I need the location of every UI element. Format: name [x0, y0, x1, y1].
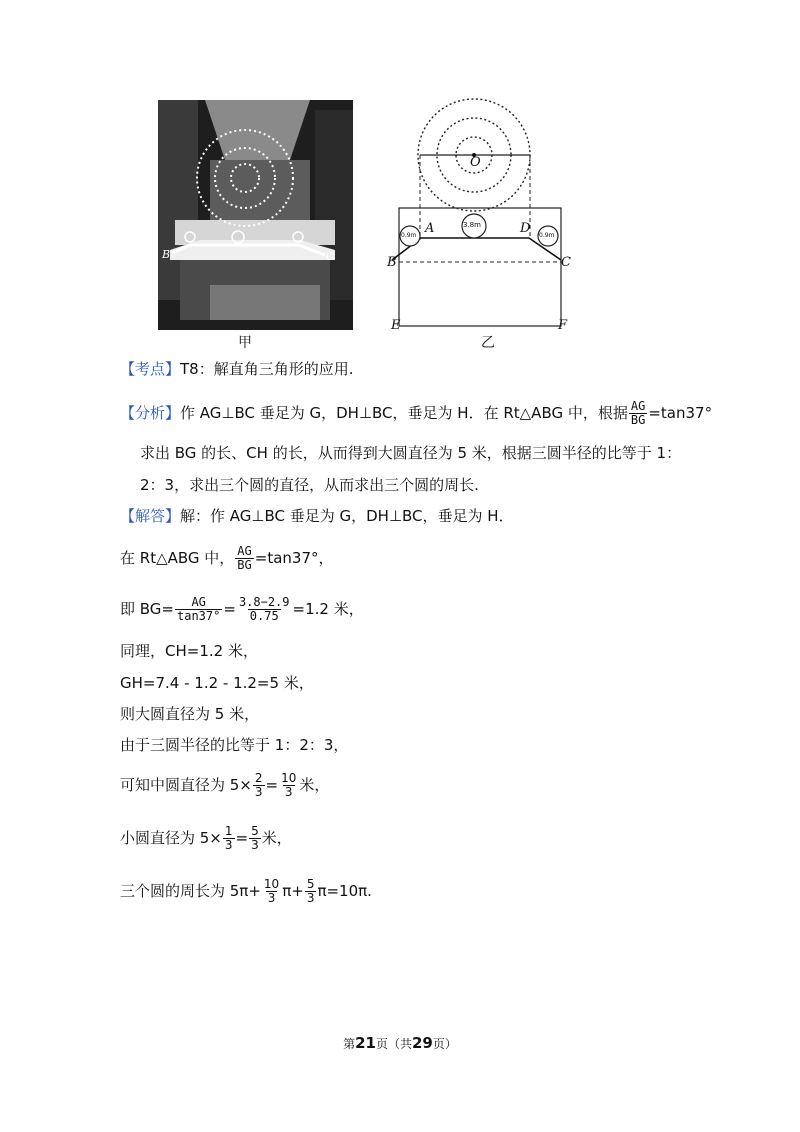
equals-sign: = [223, 600, 236, 618]
jieda-text-2a: 在 Rt△ABG 中， [120, 549, 235, 567]
jieda-line-4: 同理，CH=1.2 米， [120, 642, 258, 660]
fenxi-tag: 【分析】 [120, 404, 181, 422]
jieda-text-9b: 米， [261, 829, 292, 847]
frac-den: 3 [251, 838, 259, 852]
fenxi-line-2: 求出 BG 的长、CH 的长，从而得到大圆直径为 5 米，根据三圆半径的比等于 1： [140, 444, 682, 462]
label-o: O [470, 155, 481, 170]
frac-den: BG [630, 413, 646, 427]
label-b: B [387, 255, 397, 270]
label-c: C [561, 255, 571, 270]
jieda-line-5: GH=7.4 - 1.2 - 1.2=5 米， [120, 674, 314, 692]
jieda-text-3b: =1.2 米， [292, 600, 364, 618]
fenxi-text-1a: 作 AG⊥BC 垂足为 G，DH⊥BC，垂足为 H．在 Rt△ABG 中，根据 [180, 404, 628, 422]
jieda-fraction-9a [223, 825, 235, 852]
label-a: A [425, 221, 435, 236]
jieda-fraction-3b [237, 596, 292, 623]
page-footer [0, 1034, 800, 1052]
jieda-line-2 [120, 545, 334, 572]
page-number: 21 [355, 1034, 376, 1052]
frac-num: AG [191, 595, 206, 609]
jieda-fraction-9b [249, 825, 261, 852]
jieda-text-8b: 米， [299, 776, 330, 794]
photo-label-c: C [326, 250, 335, 263]
jieda-fraction-8a [253, 772, 265, 799]
frac-den: BG [237, 558, 252, 572]
frac-den: 3 [267, 891, 276, 905]
footer-pre: 第 [343, 1037, 356, 1051]
jieda-fraction-10b [305, 878, 317, 905]
jieda-text-1: 解：作 AG⊥BC 垂足为 G，DH⊥BC，垂足为 H． [180, 507, 514, 525]
footer-post: 页） [432, 1037, 457, 1051]
jieda-fraction-10a [262, 878, 281, 905]
jieda-fraction-3a [175, 596, 222, 623]
label-circle-big: 3.8m [463, 221, 481, 229]
equals-sign: = [235, 829, 249, 847]
jieda-line-1 [120, 505, 514, 527]
kaodian-text: T8：解直角三角形的应用. [180, 360, 354, 378]
fenxi-text-1b: =tan37° [648, 404, 713, 422]
footer-mid: 页（共 [375, 1037, 412, 1051]
jieda-line-7: 由于三圆半径的比等于 1：2：3， [120, 736, 349, 754]
frac-num: AG [237, 544, 252, 558]
label-circle-left: 0.9m [401, 232, 417, 239]
jieda-text-2b: =tan37°， [254, 549, 334, 567]
frac-num: 3.8−2.9 [238, 595, 290, 609]
frac-den: 3 [284, 785, 293, 799]
photo-caption: 甲 [238, 335, 252, 351]
jieda-text-8a: 可知中圆直径为 5× [120, 776, 252, 794]
jieda-line-10 [120, 878, 372, 905]
fenxi-fraction [629, 400, 647, 427]
jieda-text-10b: π=10π. [317, 882, 372, 900]
frac-num: 5 [251, 824, 259, 838]
label-circle-right: 0.9m [539, 232, 555, 239]
jieda-fraction-2 [235, 545, 253, 572]
figure-photo [150, 100, 355, 330]
figure-diagram [385, 95, 575, 335]
jieda-text-10a: 三个圆的周长为 5π+ [120, 882, 261, 900]
equals-sign: = [265, 776, 279, 794]
frac-num: 1 [224, 824, 233, 838]
kaodian-line [120, 358, 354, 380]
frac-num: AG [630, 399, 646, 413]
frac-num: 10 [263, 877, 280, 891]
label-e: E [391, 318, 401, 333]
fenxi-line-3: 2：3，求出三个圆的直径，从而求出三个圆的周长. [140, 476, 479, 494]
jieda-tag: 【解答】 [120, 507, 181, 525]
jieda-line-9 [120, 825, 292, 852]
frac-den: 0.75 [249, 609, 279, 623]
jieda-line-3 [120, 596, 364, 623]
fenxi-line-1 [120, 400, 712, 427]
photo-label-b: B [162, 248, 171, 261]
frac-den: 3 [224, 838, 233, 852]
frac-num: 5 [306, 877, 315, 891]
frac-den: 3 [254, 785, 263, 799]
geometry-diagram [385, 95, 575, 335]
photo-image [150, 100, 355, 330]
frac-num: 10 [281, 771, 297, 785]
frac-den: 3 [306, 891, 315, 905]
frac-num: 2 [254, 771, 263, 785]
jieda-line-6: 则大圆直径为 5 米， [120, 705, 260, 723]
label-f: F [558, 318, 568, 333]
label-d: D [520, 221, 531, 236]
frac-den: tan37° [177, 609, 221, 623]
page-total: 29 [412, 1034, 433, 1052]
jieda-line-8 [120, 772, 329, 799]
jieda-text-3a: 即 BG= [120, 600, 174, 618]
jieda-text-10mid: π+ [282, 882, 304, 900]
jieda-text-9a: 小圆直径为 5× [120, 829, 222, 847]
jieda-fraction-8b [279, 772, 298, 799]
diagram-caption: 乙 [481, 335, 495, 351]
kaodian-tag: 【考点】 [120, 360, 181, 378]
